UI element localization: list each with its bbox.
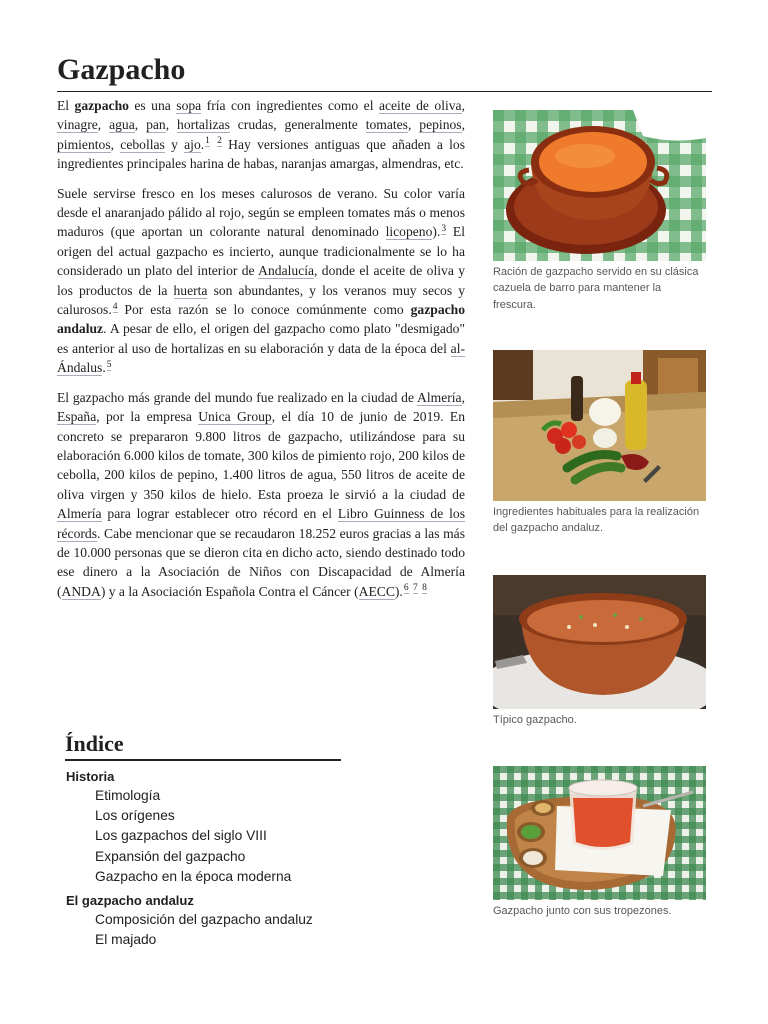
article-link[interactable]: pepinos: [419, 117, 462, 133]
page-title: Gazpacho: [57, 53, 186, 86]
reference-link[interactable]: 4: [112, 301, 118, 312]
toc-item-expansion[interactable]: Expansión del gazpacho: [95, 848, 246, 864]
article-link[interactable]: al-Ándalus: [57, 340, 465, 376]
text-run: ,: [134, 117, 147, 133]
gazpacho-bowl-image[interactable]: [493, 110, 706, 261]
text-run: , donde el aceite de oliva y los productos de la: [57, 263, 465, 298]
article-link[interactable]: agua: [109, 117, 135, 133]
article-link[interactable]: Almería: [417, 389, 462, 405]
reference-link[interactable]: 2: [217, 136, 222, 147]
text-run: , el día 10 de junio de 2019. En concreto se prepararon 9.800 litros de gazpacho, utilizándose para su elaboración 6.000 kilos de tomate, 300 kilos de pimiento rojo, 200 kilos de cebolla, 200 kilos de pepino, 1.400 litros de agua, 550 litros de aceite de oliva virgen y 350 kilos de hielo. Esta proeza le sirvió a la ciudad de: [57, 409, 466, 502]
text-run: ) y a la Asociación Española Contra el Cáncer (: [100, 583, 359, 599]
figure-clay-bowl: [493, 110, 706, 313]
reference-link[interactable]: 5: [106, 359, 112, 370]
text-run: . Cabe mencionar que se recaudaron 18.252 euros gracias a las más de 10.000 personas que se dieron cita en dicho acto, siendo destinado todo ese dinero a la Asociación de Niños con Discapacidad de Almería (: [57, 525, 465, 599]
article-link[interactable]: licopeno: [385, 224, 433, 240]
text-run: Hay versiones antiguas que añaden a los ingredientes principales harina de habas, naranjas amargas, almendras, etc.: [57, 136, 466, 172]
text-run: son abundantes, y los veranos muy secos y calurosos.: [57, 282, 465, 318]
figure-caption: Ración de gazpacho servido en su clásica cazuela de barro para mantener la frescura.: [493, 266, 699, 311]
paragraph-record: [57, 388, 465, 601]
article-link[interactable]: Unica Group: [198, 409, 272, 425]
text-run: [418, 584, 421, 599]
text-run: fría con ingredientes como el: [201, 98, 379, 113]
text-run: Por esta razón se lo conoce comúnmente como: [117, 302, 411, 318]
article-link[interactable]: Libro Guinness de los récords: [57, 506, 465, 541]
article-link[interactable]: cebollas: [120, 136, 165, 152]
text-run: ,: [407, 117, 420, 133]
figure-caption: Gazpacho junto con sus tropezones.: [493, 905, 672, 917]
toc-section-historia[interactable]: Historia: [66, 769, 115, 784]
toc-item-origenes[interactable]: Los orígenes: [95, 808, 175, 824]
article-link[interactable]: tomates: [365, 117, 408, 133]
text-run: ,: [461, 98, 465, 113]
text-run: .: [102, 360, 106, 376]
toc-item-composicion[interactable]: Composición del gazpacho andaluz: [95, 912, 313, 928]
text-run: ,: [110, 136, 121, 152]
toc-title: Índice: [65, 731, 124, 756]
figure-caption: Típico gazpacho.: [493, 714, 577, 726]
typical-gazpacho-image[interactable]: [493, 575, 706, 709]
text-run: ,: [461, 389, 465, 405]
toc-item-etimologia[interactable]: Etimología: [95, 788, 161, 803]
text-run: es una: [128, 98, 177, 113]
reference-link[interactable]: 8: [422, 583, 427, 594]
figure-caption: Ingredientes habituales para la realización del gazpacho andaluz.: [493, 506, 700, 535]
article-link[interactable]: Andalucía: [258, 263, 315, 279]
toc-item-epoca-moderna[interactable]: Gazpacho en la época moderna: [95, 868, 292, 884]
paragraph-origin: [57, 184, 465, 378]
figure-typical: [493, 575, 706, 728]
article-link[interactable]: sopa: [176, 98, 202, 113]
toc-divider: [65, 759, 341, 761]
paragraph-intro: [57, 96, 465, 174]
article-link[interactable]: pan: [146, 117, 166, 133]
toc-section-gazpacho-andaluz[interactable]: El gazpacho andaluz: [66, 893, 194, 909]
article-link[interactable]: España: [57, 409, 97, 425]
text-run: ,: [461, 117, 465, 133]
text-run: y: [164, 136, 185, 152]
reference-link[interactable]: 6: [403, 583, 409, 594]
bold-term: gazpacho andaluz: [57, 302, 465, 337]
figure-tropezones: [493, 766, 706, 919]
text-run: [409, 584, 412, 599]
article-link[interactable]: ajo: [184, 136, 201, 152]
text-run: El origen del actual gazpacho es incierto, aunque tradicionalmente se lo ha considerado un plato del interior de: [57, 224, 465, 279]
reference-link[interactable]: 7: [412, 583, 418, 594]
title-divider: [57, 91, 712, 92]
ingredients-image[interactable]: [493, 350, 706, 501]
text-run: Suele servirse fresco en los meses calurosos de verano. Su color varía desde el anaranjado pálido al rojo, según se empleen tomates más o menos maduros (que aportan un colorante natural denominado: [57, 185, 465, 240]
text-run: [210, 137, 216, 152]
table-of-contents: [66, 765, 313, 950]
text-run: , por la empresa: [96, 409, 199, 425]
text-run: . A pesar de ello, el origen del gazpacho como plato "desmigado" es anterior al uso de hortalizas en su elaboración y data de la época del: [57, 321, 465, 356]
article-body: [57, 96, 465, 611]
text-run: ).: [394, 583, 403, 599]
text-run: El gazpacho más grande del mundo fue realizado en la ciudad de: [57, 389, 418, 405]
article-link[interactable]: hortalizas: [177, 117, 230, 133]
article-link[interactable]: ANDA: [61, 583, 101, 599]
text-run: crudas, generalmente: [229, 117, 366, 133]
article-link[interactable]: huerta: [173, 282, 208, 298]
toc-item-siglo-viii[interactable]: Los gazpachos del siglo VIII: [95, 828, 267, 844]
reference-link[interactable]: 1: [205, 136, 210, 147]
text-run: para lograr establecer otro récord en el: [101, 506, 338, 522]
toc-item-majado[interactable]: El majado: [95, 932, 157, 948]
reference-link[interactable]: 3: [441, 223, 447, 234]
text-run: .: [200, 136, 205, 152]
article-link[interactable]: pimientos: [57, 136, 111, 152]
tropezones-image[interactable]: [493, 766, 706, 900]
text-run: ).: [432, 224, 441, 240]
text-run: El: [57, 98, 75, 113]
text-run: ,: [165, 117, 178, 133]
article-link[interactable]: Almería: [57, 506, 102, 522]
article-link[interactable]: aceite de oliva: [378, 98, 462, 113]
article-link[interactable]: AECC: [358, 583, 395, 599]
text-run: ,: [97, 117, 110, 133]
figure-ingredients: [493, 350, 706, 537]
bold-term: gazpacho: [74, 98, 129, 113]
article-link[interactable]: vinagre: [57, 117, 98, 133]
